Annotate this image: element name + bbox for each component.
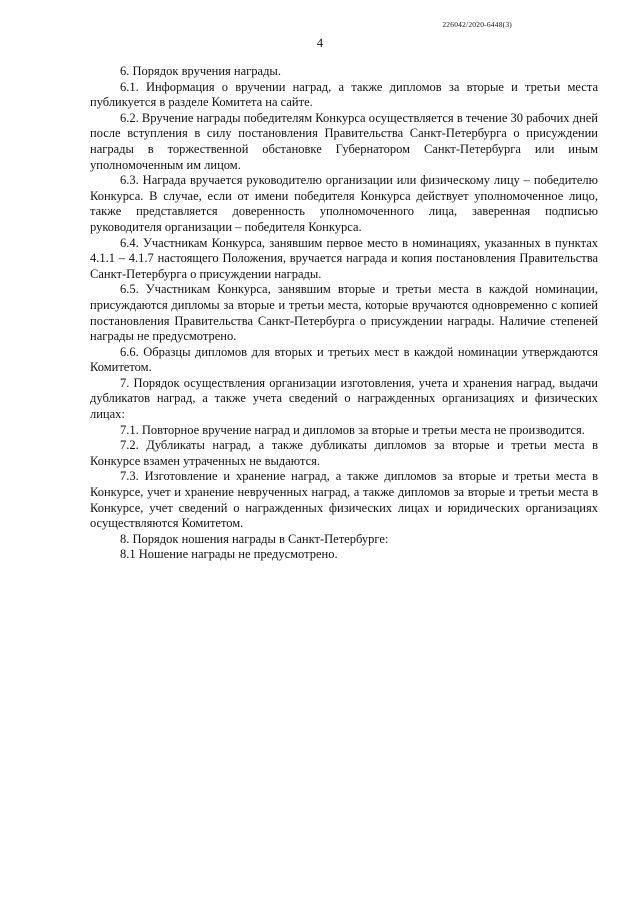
paragraph-6-4: 6.4. Участникам Конкурса, занявшим первое место в номинациях, указанных в пунктах 4.1.1 – 4.1.7 настоящего Положения, вручается награда и копия постановления Правительства Санкт-Петербурга о присуждении награды. xyxy=(90,235,598,281)
paragraph-7-2: 7.2. Дубликаты наград, а также дубликаты дипломов за вторые и третьи места в Конкурсе взамен утраченных не выдаются. xyxy=(90,438,598,468)
paragraph-6-5: 6.5. Участникам Конкурса, занявшим вторые и третьи места в каждой номинации, присуждаются дипломы за вторые и третьи места, которые вручаются одновременно с копией постановления Правительства Санкт-Петербурга о присуждении награды. Наличие степеней награды не предусмотрено. xyxy=(90,282,598,344)
paragraph-7-3: 7.3. Изготовление и хранение наград, а также дипломов за вторые и третьи места в Конкурсе, учет и хранение неврученных наград, а также дипломов за вторые и третьи места в Конкурсе, учет сведений о награжденных физических лицах и юридических организациях осуществляются Комитетом. xyxy=(90,469,598,531)
paragraph-6-2: 6.2. Вручение награды победителям Конкурса осуществляется в течение 30 рабочих дней после вступления в силу постановления Правительства Санкт-Петербурга о присуждении награды в торжественной обстановке Губернатором Санкт-Петербурга или иным уполномоченным им лицом. xyxy=(90,110,598,172)
document-id: 226042/2020-6448(3) xyxy=(442,20,512,29)
paragraph-7-heading: 7. Порядок осуществления организации изготовления, учета и хранения наград, выдачи дубликатов наград, а также учета сведений о награжденных организациях и физических лицах: xyxy=(90,375,598,422)
paragraph-8-heading: 8. Порядок ношения награды в Санкт-Петербурге: xyxy=(120,531,389,546)
paragraph-8-1: 8.1 Ношение награды не предусмотрено. xyxy=(120,547,338,562)
paragraph-6-heading: 6. Порядок вручения награды. xyxy=(120,64,281,78)
paragraph-6-1: 6.1. Информация о вручении наград, а также дипломов за вторые и третьи места публикуется в разделе Комитета на сайте. xyxy=(90,79,598,110)
page-number: 4 xyxy=(316,36,324,50)
paragraph-6-3: 6.3. Награда вручается руководителю организации или физическому лицу – победителю Конкурса. В случае, если от имени победителя Конкурса действует уполномоченное лицо, также представляется доверенность уполномоченного лица, заверенная подписью руководителя организации – победителя Конкурса. xyxy=(90,173,598,234)
paragraph-6-6: 6.6. Образцы дипломов для вторых и третьих мест в каждой номинации утверждаются Комитетом. xyxy=(90,344,598,375)
paragraph-7-1: 7.1. Повторное вручение наград и дипломов за вторые и третьи места не производится. xyxy=(120,422,585,437)
document-body xyxy=(90,64,598,563)
